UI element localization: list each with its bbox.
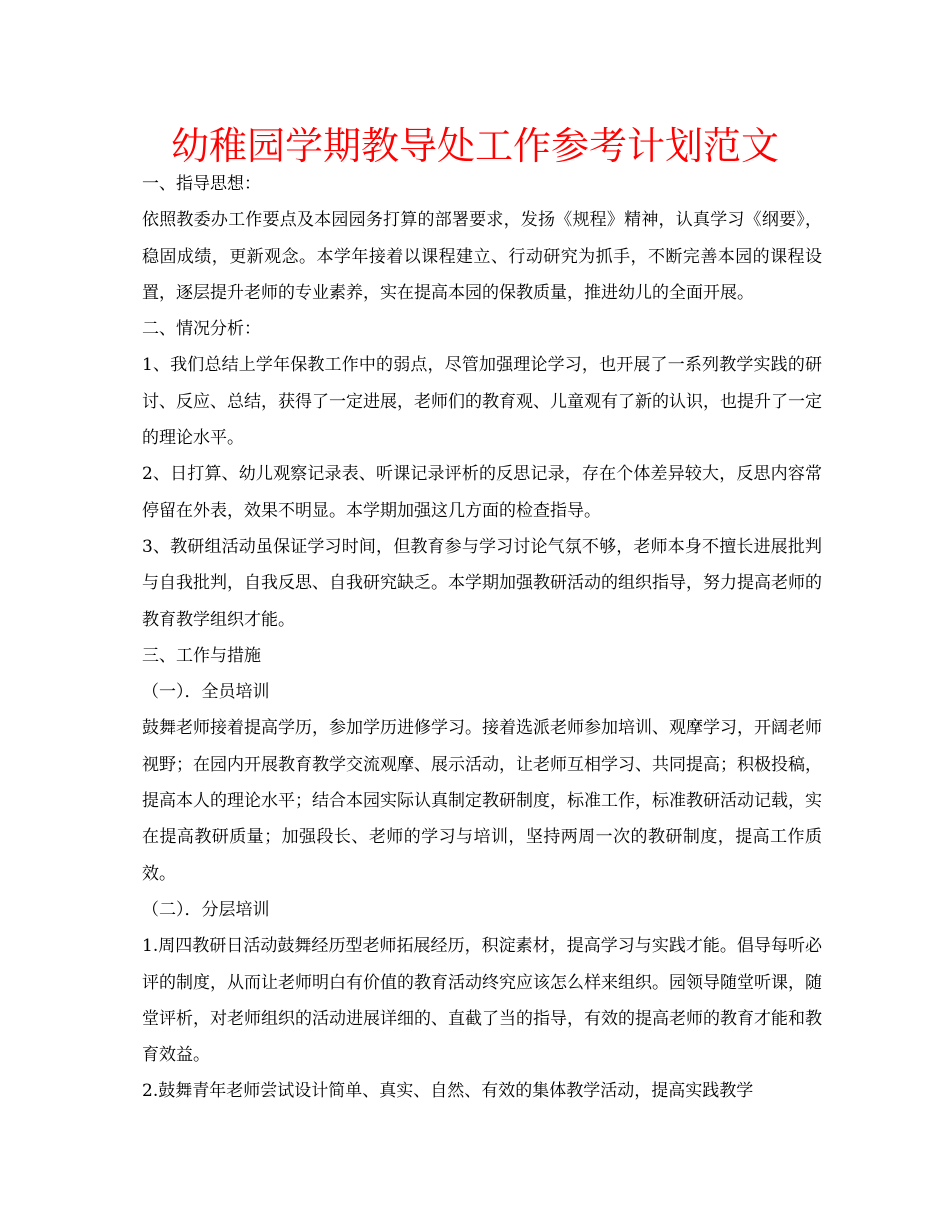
paragraph-tiered-training-1: 1.周四教研日活动鼓舞经历型老师拓展经历，积淀素材，提高学习与实践才能。倡导每听必评的制度，从而让老师明白有价值的教育活动终究应该怎么样来组织。园领导随堂听课，随堂评析，对老师组织的活动进展详细的、直截了当的指导，有效的提高老师的教育才能和教育效益。 <box>142 936 822 1066</box>
paragraph-all-staff-training: 鼓舞老师接着提高学历，参加学历进修学习。接着选派老师参加培训、观摩学习，开阔老师视野；在园内开展教育教学交流观摩、展示活动，让老师互相学习、共同提高；积极投稿，提高本人的理论水平；结合本园实际认真制定教研制度，标准工作，标准教研活动记载，实在提高教研质量；加强段长、老师的学习与培训，坚持两周一次的教研制度，提高工作质效。 <box>142 718 822 884</box>
paragraph-tiered-training-2: 2.鼓舞青年老师尝试设计简单、真实、自然、有效的集体教学活动，提高实践教学 <box>142 1081 754 1102</box>
heading-work-measures: 三、工作与措施 <box>142 645 261 666</box>
paragraph-analysis-1: 1、我们总结上学年保教工作中的弱点，尽管加强理论学习，也开展了一系列教学实践的研讨、反应、总结，获得了一定进展，老师们的教育观、儿童观有了新的认识，也提升了一定的理论水平。 <box>142 355 822 449</box>
document-title: 幼稚园学期教导处工作参考计划范文 <box>170 124 779 168</box>
document-body <box>142 166 822 1110</box>
subheading-tiered-training: （二）．分层培训 <box>142 899 270 920</box>
paragraph-analysis-3: 3、教研组活动虽保证学习时间，但教育参与学习讨论气氛不够，老师本身不擅长进展批判与自我批判，自我反思、自我研究缺乏。本学期加强教研活动的组织指导，努力提高老师的教育教学组织才能。 <box>142 536 822 630</box>
heading-guiding-ideology: 一、指导思想： <box>142 174 261 194</box>
subheading-all-staff-training: （一）．全员培训 <box>142 682 270 703</box>
paragraph-analysis-2: 2、日打算、幼儿观察记录表、听课记录评析的反思记录，存在个体差异较大，反思内容常停留在外表，效果不明显。本学期加强这几方面的检查指导。 <box>142 464 822 521</box>
paragraph-guiding-ideology: 依照教委办工作要点及本园园务打算的部署要求，发扬《规程》精神，认真学习《纲要》，稳固成绩，更新观念。本学年接着以课程建立、行动研究为抓手，不断完善本园的课程设置，逐层提升老师的专业素养，实在提高本园的保教质量，推进幼儿的全面开展。 <box>142 210 822 303</box>
heading-situation-analysis: 二、情况分析： <box>142 319 261 340</box>
